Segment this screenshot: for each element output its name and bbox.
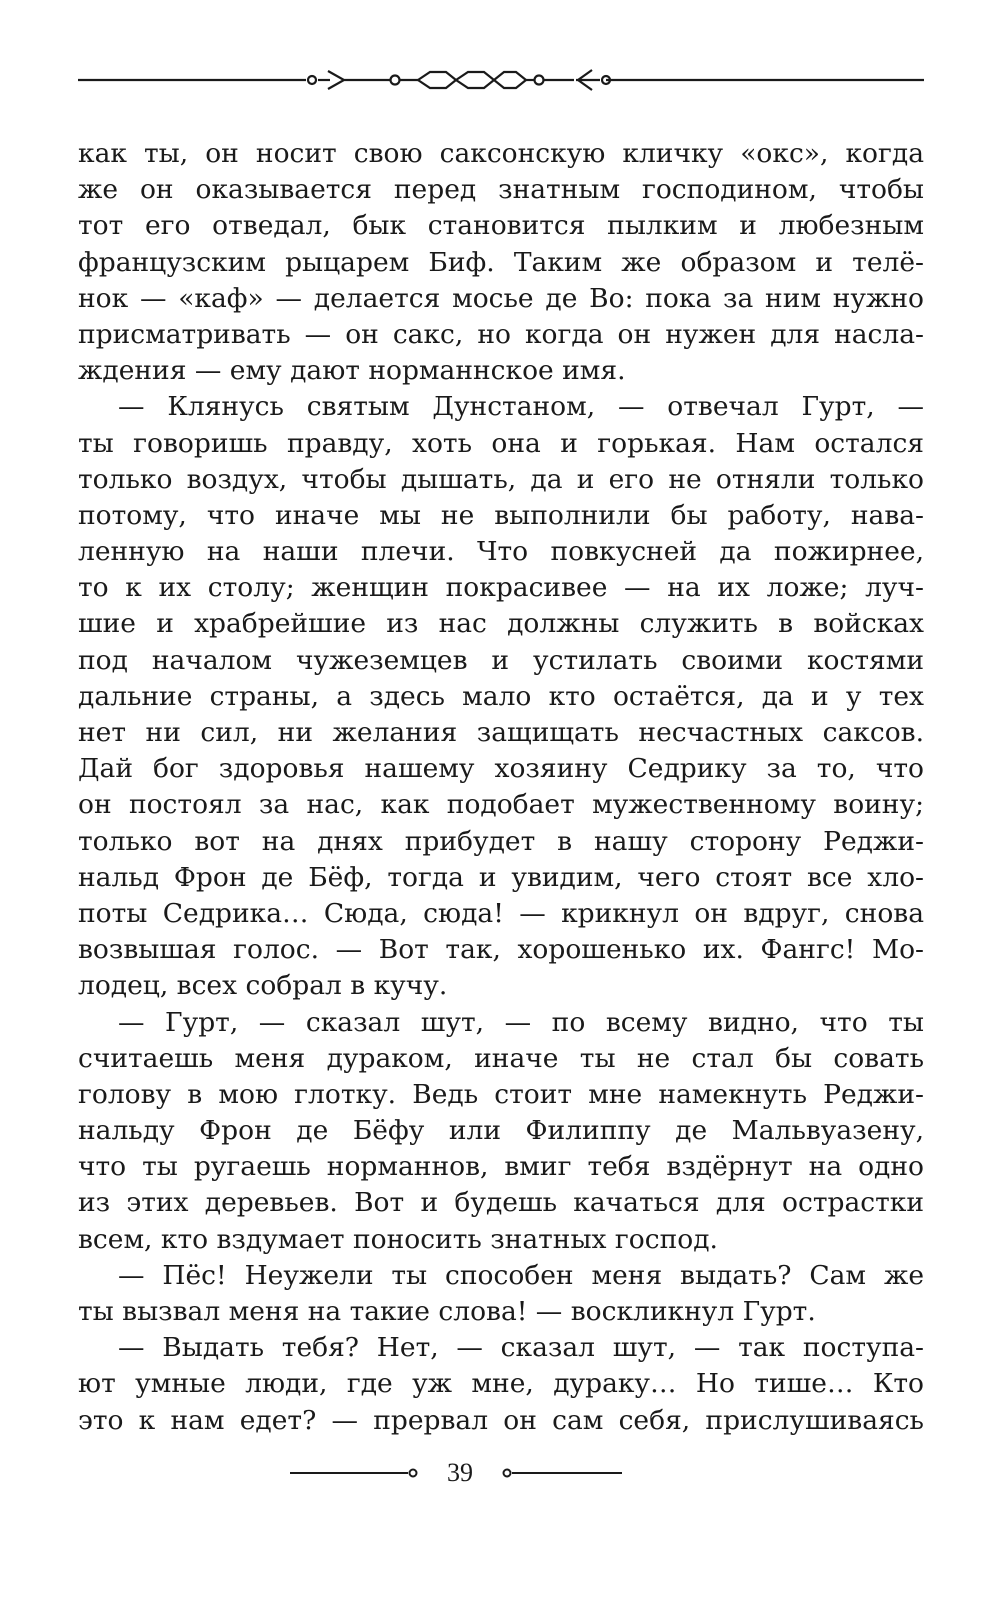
- text-line: только воздух, чтобы дышать, да и его не отняли только: [78, 463, 924, 495]
- text-line: всем, кто вздумает поносить знатных господ.: [78, 1223, 718, 1255]
- body-text: [78, 136, 924, 1439]
- text-line: потому, что иначе мы не выполнили бы работу, нава-: [78, 499, 924, 531]
- text-line: считаешь меня дураком, иначе ты не стал бы совать: [78, 1042, 924, 1074]
- page-number: 39: [447, 1458, 473, 1487]
- text-line: нальду Фрон де Бёфу или Филиппу де Мальвуазену,: [78, 1115, 924, 1147]
- text-line: ленную на наши плечи. Что повкусней да пожирнее,: [78, 536, 924, 568]
- text-line: лодец, всех собрал в кучу.: [78, 970, 448, 1002]
- text-line: ты вызвал меня на такие слова! — воскликнул Гурт.: [78, 1296, 816, 1327]
- text-line: — Пёс! Неужели ты способен меня выдать? Сам же: [118, 1259, 924, 1291]
- text-line: шие и храбрейшие из нас должны служить в войсках: [78, 608, 924, 640]
- text-line: поты Седрика… Сюда, сюда! — крикнул он вдруг, снова: [78, 897, 924, 929]
- text-line: французским рыцарем Биф. Таким же образом и телё-: [78, 246, 924, 278]
- text-line: дальние страны, а здесь мало кто остаётся, да и у тех: [78, 680, 924, 712]
- text-line: под началом чужеземцев и устилать своими костями: [78, 644, 924, 676]
- text-line: нальд Фрон де Бёф, тогда и увидим, чего стоят все хло-: [78, 861, 924, 893]
- text-line: из этих деревьев. Вот и будешь качаться для острастки: [78, 1187, 924, 1219]
- text-line: нок — «каф» — делается мосье де Во: пока за ним нужно: [78, 282, 924, 314]
- text-line: ждения — ему дают норманнское имя.: [78, 355, 626, 387]
- text-line: присматривать — он сакс, но когда он нужен для насла-: [78, 318, 924, 350]
- text-line: голову в мою глотку. Ведь стоит мне намекнуть Реджи-: [78, 1078, 924, 1110]
- text-line: — Клянусь святым Дунстаном, — отвечал Гурт, —: [118, 391, 924, 423]
- text-line: это к нам едет? — прервал он сам себя, прислушиваясь: [78, 1404, 924, 1436]
- text-line: что ты ругаешь норманнов, вмиг тебя вздёрнут на одно: [78, 1151, 924, 1183]
- text-line: Дай бог здоровья нашему хозяину Седрику за то, что: [78, 753, 924, 785]
- text-line: он постоял за нас, как подобает мужественному воину;: [78, 789, 924, 821]
- text-line: ты говоришь правду, хоть она и горькая. Нам остался: [78, 427, 924, 459]
- text-line: только вот на днях прибудет в нашу сторону Реджи-: [78, 825, 924, 857]
- text-line: как ты, он носит свою саксонскую кличку «окс», когда: [78, 138, 924, 169]
- header-ornament: [78, 58, 924, 108]
- text-line: же он оказывается перед знатным господином, чтобы: [78, 174, 924, 206]
- text-line: нет ни сил, ни желания защищать несчастных саксов.: [78, 717, 924, 748]
- text-line: ют умные люди, где уж мне, дураку… Но тише… Кто: [78, 1368, 924, 1400]
- text-line: — Гурт, — сказал шут, — по всему видно, что ты: [118, 1006, 924, 1038]
- text-line: то к их столу; женщин покрасивее — на их ложе; луч-: [78, 572, 924, 604]
- text-line: возвышая голос. — Вот так, хорошенько их. Фангс! Мо-: [78, 934, 924, 966]
- text-line: тот его отведал, бык становится пылким и любезным: [78, 210, 924, 242]
- page-footer: [290, 1456, 630, 1492]
- text-line: — Выдать тебя? Нет, — сказал шут, — так поступа-: [118, 1332, 924, 1364]
